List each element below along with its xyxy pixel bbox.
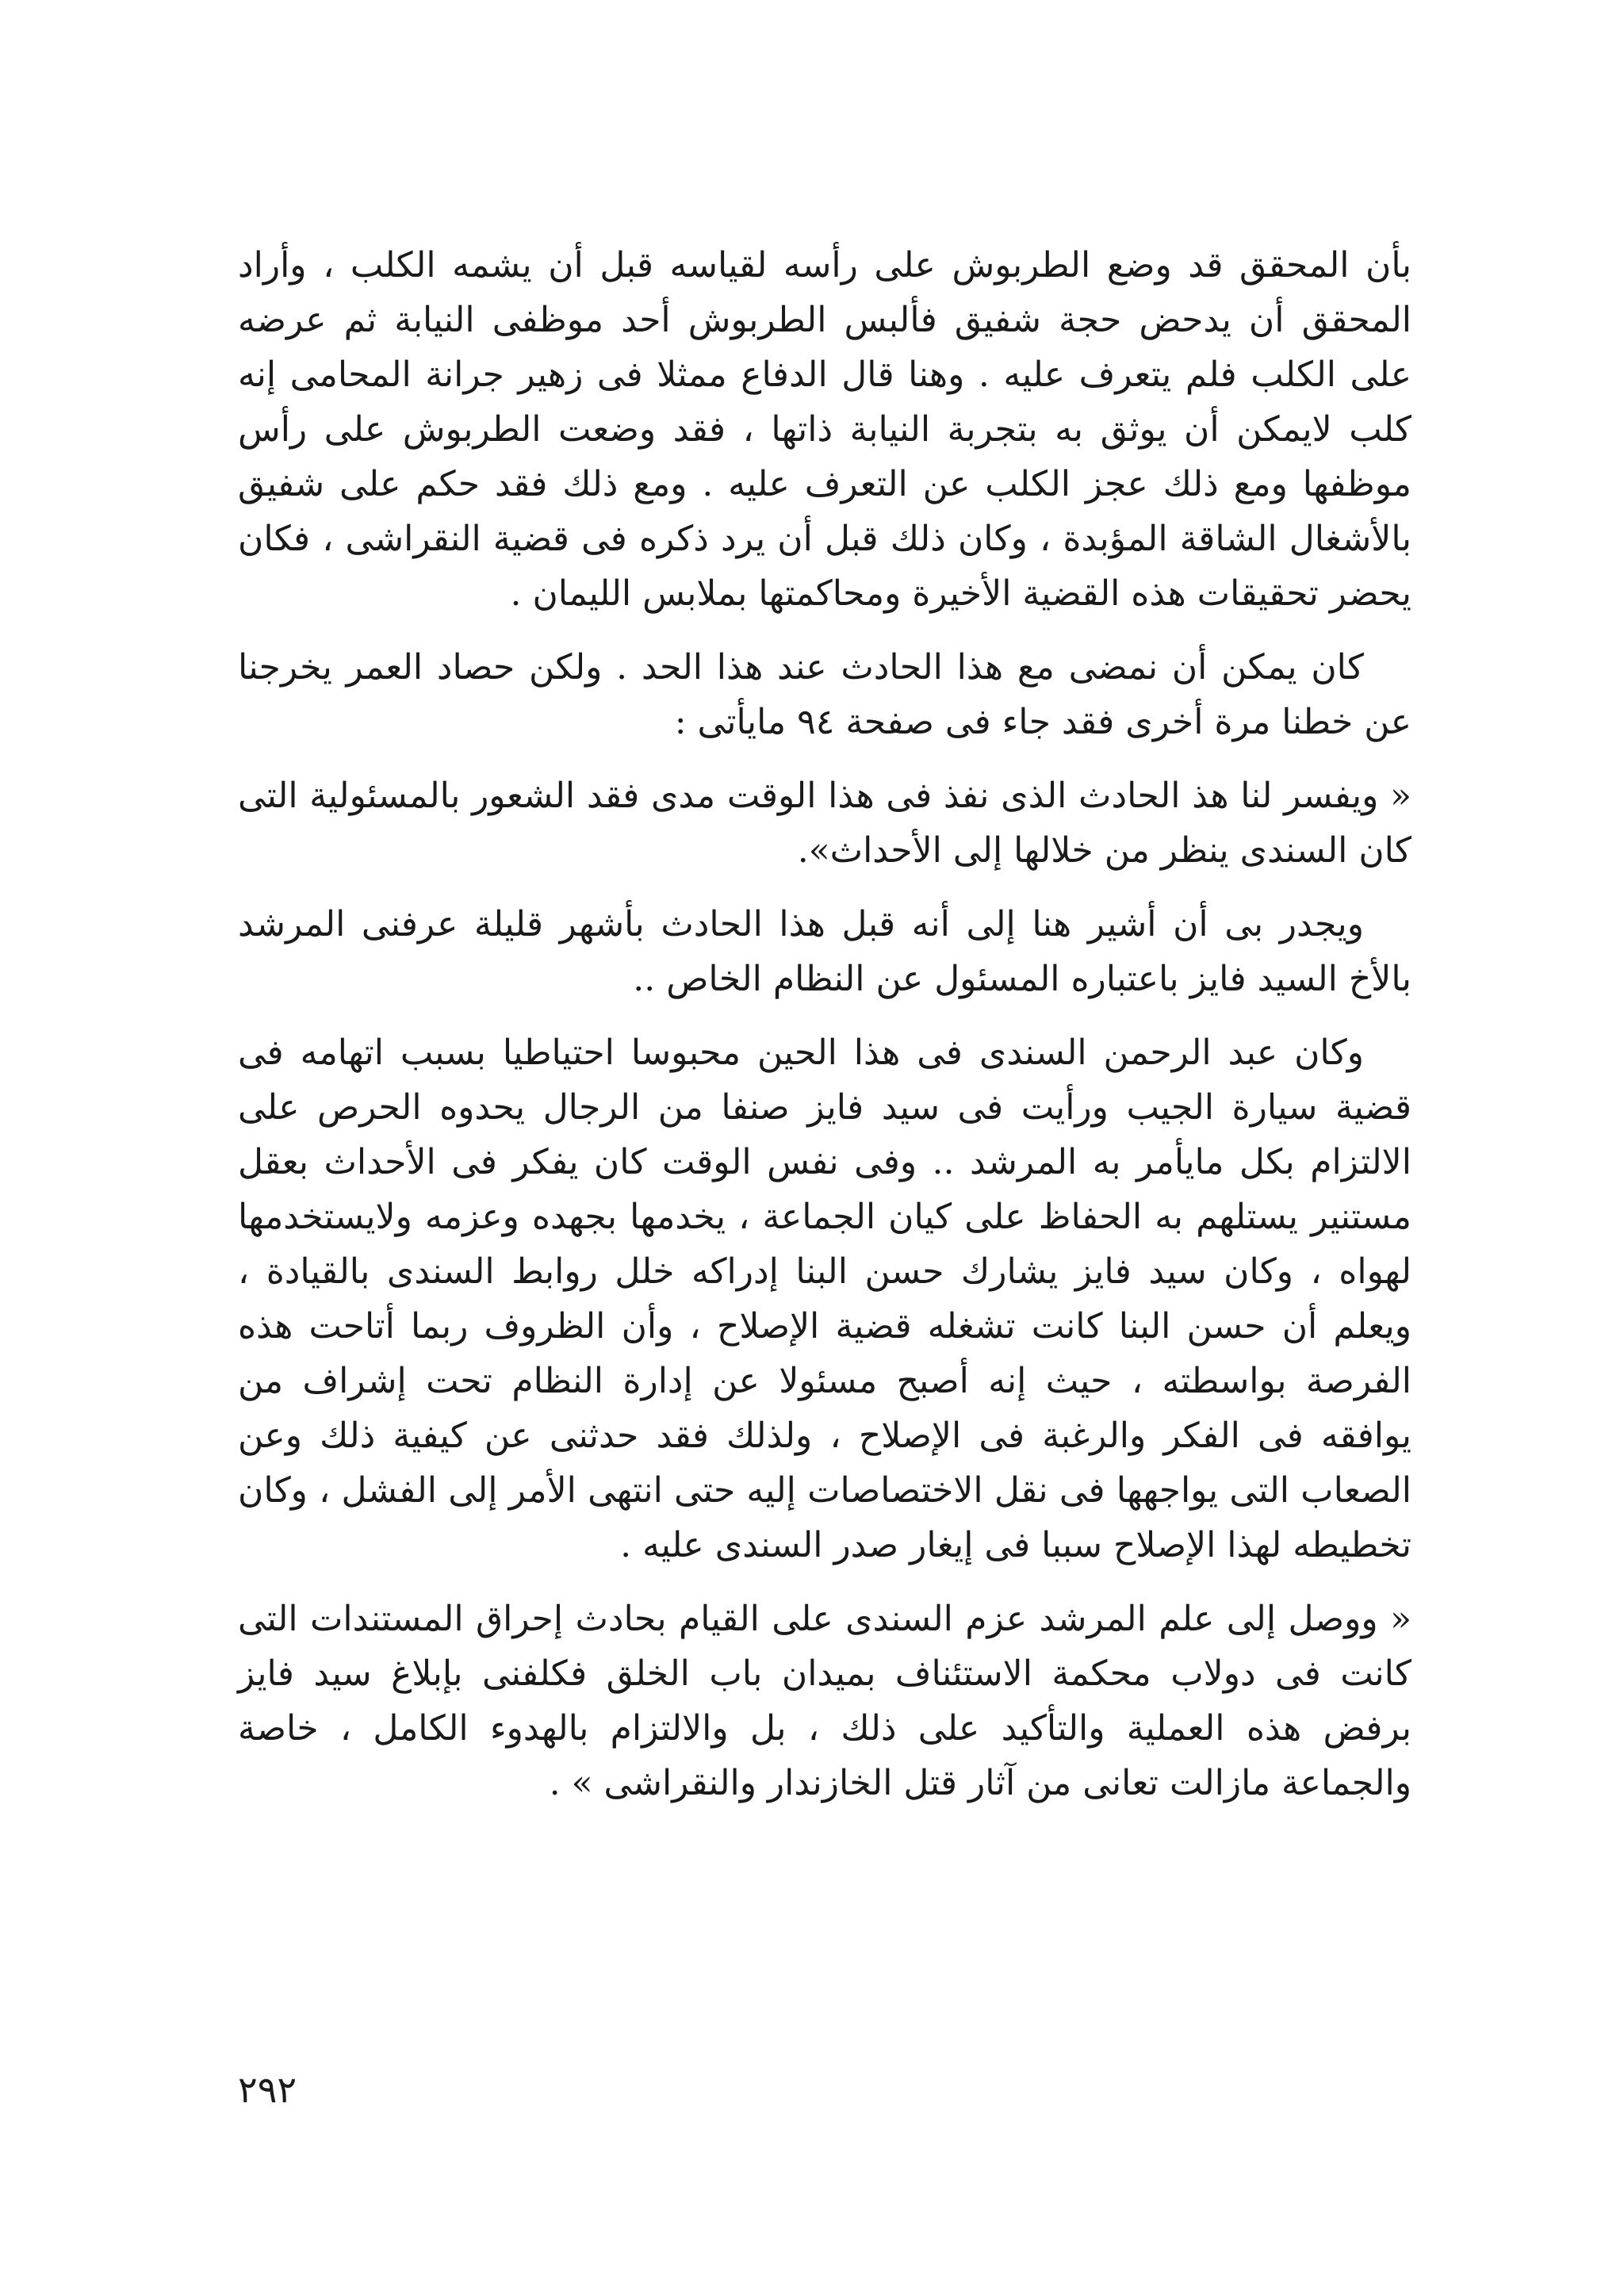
body-text [238, 238, 1411, 1829]
paragraph-1: بأن المحقق قد وضع الطربوش على رأسه لقياسه قبل أن يشمه الكلب ، وأراد المحقق أن يدحض حجة شفيق فألبس الطربوش أحد موظفى النيابة ثم عرضه على الكلب فلم يتعرف عليه . وهنا قال الدفاع ممثلا فى زهير جرانة المحامى إنه كلب لايمكن أن يوثق به بتجربة النيابة ذاتها ، فقد وضعت الطربوش على رأس موظفها ومع ذلك عجز الكلب عن التعرف عليه . ومع ذلك فقد حكم على شفيق بالأشغال الشاقة المؤبدة ، وكان ذلك قبل أن يرد ذكره فى قضية النقراشى ، فكان يحضر تحقيقات هذه القضية الأخيرة ومحاكمتها بملابس الليمان . [238, 245, 1411, 614]
quote-paragraph-1: « ويفسر لنا هذ الحادث الذى نفذ فى هذا الوقت مدى فقد الشعور بالمسئولية التى كان السندى ينظر من خلالها إلى الأحداث». [238, 776, 1411, 871]
quote-paragraph-2: « ووصل إلى علم المرشد عزم السندى على القيام بحادث إحراق المستندات التى كانت فى دولاب محكمة الاستئناف بميدان باب الخلق فكلفنى بإبلاغ سيد فايز برفض هذه العملية والتأكيد على ذلك ، بل والالتزام بالهدوء الكامل ، خاصة والجماعة مازالت تعانى من آثار قتل الخازندار والنقراشى » . [238, 1599, 1411, 1803]
page-number: ٢٩٢ [238, 2068, 297, 2111]
paragraph-4: وكان عبد الرحمن السندى فى هذا الحين محبوسا احتياطيا بسبب اتهامه فى قضية سيارة الجيب ورأيت فى سيد فايز صنفا من الرجال يحدوه الحرص على الالتزام بكل مايأمر به المرشد .. وفى نفس الوقت كان يفكر فى الأحداث بعقل مستنير يستلهم به الحفاظ على كيان الجماعة ، يخدمها بجهده وعزمه ولايستخدمها لهواه ، وكان سيد فايز يشارك حسن البنا إدراكه خلل روابط السندى بالقيادة ، ويعلم أن حسن البنا كانت تشغله قضية الإصلاح ، وأن الظروف ربما أتاحت هذه الفرصة بواسطته ، حيث إنه أصبح مسئولا عن إدارة النظام تحت إشراف من يوافقه فى الفكر والرغبة فى الإصلاح ، ولذلك فقد حدثنى عن كيفية ذلك وعن الصعاب التى يواجهها فى نقل الاختصاصات إليه حتى انتهى الأمر إلى الفشل ، وكان تخطيطه لهذا الإصلاح سببا فى إيغار صدر السندى عليه . [238, 1032, 1411, 1565]
paragraph-2: كان يمكن أن نمضى مع هذا الحادث عند هذا الحد . ولكن حصاد العمر يخرجنا عن خطنا مرة أخرى فقد جاء فى صفحة ٩٤ مايأتى : [238, 647, 1411, 742]
paragraph-3: ويجدر بى أن أشير هنا إلى أنه قبل هذا الحادث بأشهر قليلة عرفنى المرشد بالأخ السيد فايز باعتباره المسئول عن النظام الخاص .. [238, 904, 1411, 999]
